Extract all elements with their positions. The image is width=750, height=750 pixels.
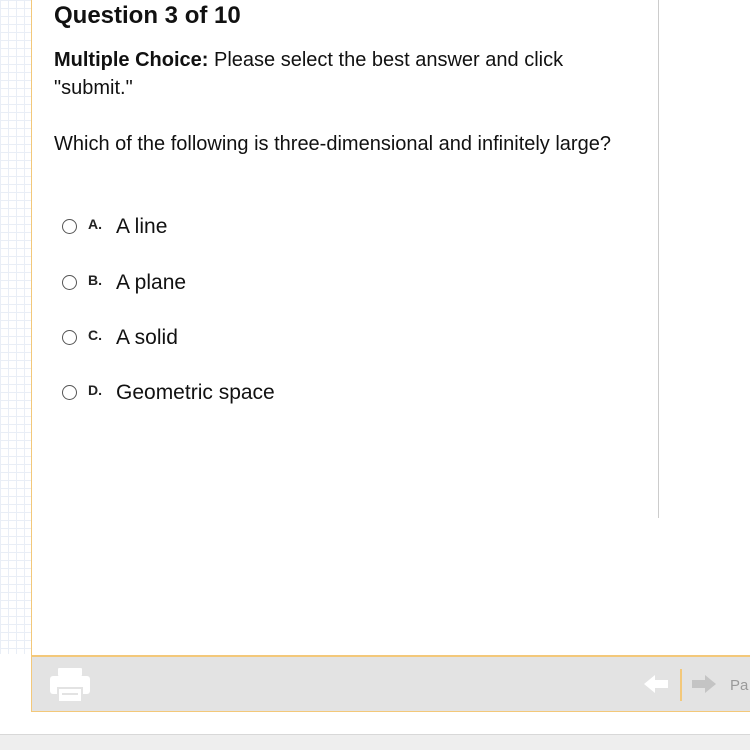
instruction-body: Please select the best answer and click "submit." — [54, 49, 564, 99]
option-letter: D. — [88, 382, 102, 398]
option-letter: C. — [88, 327, 102, 343]
left-grid-gutter — [0, 0, 31, 654]
option-a[interactable] — [62, 216, 562, 246]
option-text: A solid — [116, 326, 178, 349]
printer-icon[interactable] — [48, 666, 92, 704]
option-letter: A. — [88, 216, 102, 232]
option-text: Geometric space — [116, 381, 275, 404]
option-letter: B. — [88, 272, 102, 288]
instruction-text — [54, 46, 634, 102]
question-prompt: Which of the following is three-dimensional and infinitely large? — [54, 133, 611, 155]
option-d[interactable] — [62, 382, 562, 412]
page-label: Pa — [730, 677, 749, 694]
question-panel — [32, 0, 659, 518]
bottom-strip — [0, 734, 750, 750]
footer-toolbar — [31, 655, 750, 712]
instruction-label: Multiple Choice: — [54, 49, 209, 71]
option-text: A plane — [116, 271, 187, 294]
radio-button[interactable] — [62, 275, 77, 290]
arrow-right-icon[interactable] — [690, 673, 718, 695]
nav-divider — [680, 669, 682, 701]
radio-button[interactable] — [62, 330, 77, 345]
option-b[interactable] — [62, 272, 562, 302]
arrow-left-icon[interactable] — [642, 673, 670, 695]
option-text: A line — [116, 215, 168, 238]
content-frame — [31, 0, 750, 655]
radio-button[interactable] — [62, 219, 77, 234]
option-c[interactable] — [62, 327, 562, 357]
question-title: Question 3 of 10 — [54, 2, 241, 29]
radio-button[interactable] — [62, 385, 77, 400]
